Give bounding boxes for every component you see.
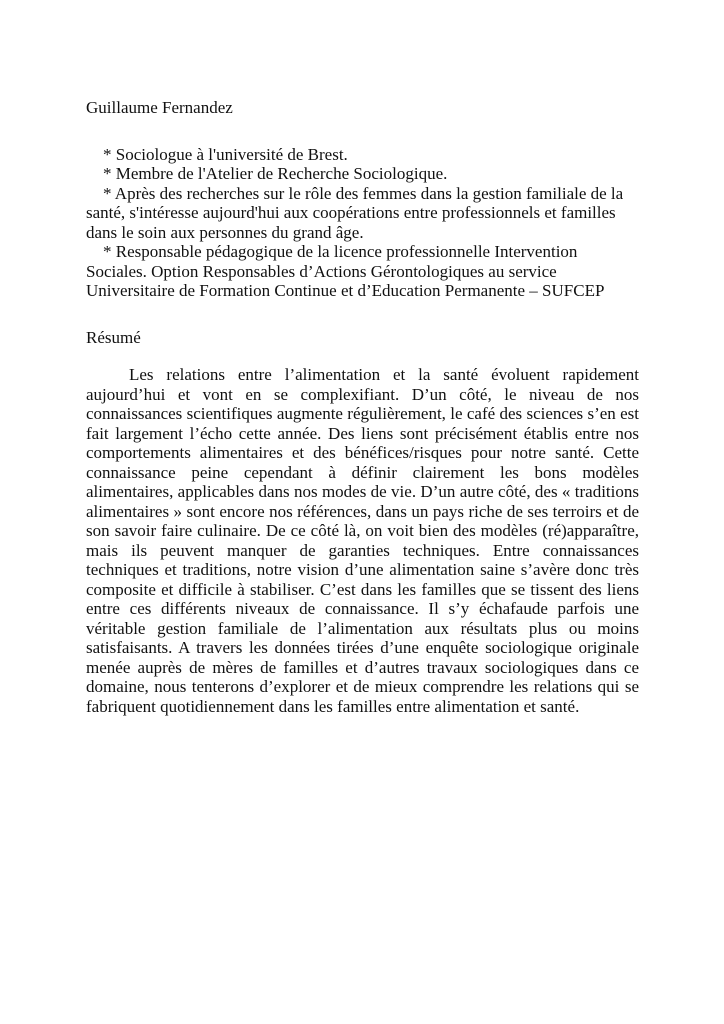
bio-item-research: * Après des recherches sur le rôle des femmes dans la gestion familiale de la santé, s'intéresse aujourd'hui aux coopérations entre professionnels et familles dans le soin aux personnes du grand âge. <box>86 183 624 242</box>
bio-item-membership: * Membre de l'Atelier de Recherche Sociologique. <box>103 164 448 183</box>
author-name: Guillaume Fernandez <box>86 98 233 117</box>
document-page <box>86 98 639 716</box>
author-bio <box>86 145 639 301</box>
bio-item-responsibility: * Responsable pédagogique de la licence professionnelle Intervention Sociales. Option Responsables d’Actions Gérontologiques au service Universitaire de Formation Continue et d’Education Permanente – SUFCEP <box>86 242 605 300</box>
resume-heading: Résumé <box>86 327 141 347</box>
abstract-paragraph: Les relations entre l’alimentation et la santé évoluent rapidement aujourd’hui et vont en se complexifiant. D’un côté, le niveau de nos connaissances scientifiques augmente régulièrement, le café des sciences s’en est fait largement l’écho cette année. Des liens sont précisément établis entre nos comportements alimentaires et des bénéfices/risques pour notre santé. Cette connaissance peine cependant à définir clairement les bons modèles alimentaires, applicables dans nos modes de vie. D’un autre côté, des « traditions alimentaires » sont encore nos références, dans un pays riche de ses terroirs et de son savoir faire culinaire. De ce côté là, on voit bien des modèles (ré)apparaître, mais ils peuvent manquer de garanties techniques. Entre connaissances techniques et traditions, notre vision d’une alimentation saine s’avère donc très composite et difficile à stabiliser. C’est dans les familles que se tissent des liens entre ces différents niveaux de connaissance. Il s’y échafaude parfois une véritable gestion familiale de l’alimentation aux résultats plus ou moins satisfaisants. A travers les données tirées d’une enquête sociologique originale menée auprès de mères de familles et d’autres travaux sociologiques dans ce domaine, nous tenterons d’explorer et de mieux comprendre les relations qui se fabriquent quotidiennement dans les familles entre alimentation et santé. <box>86 365 639 716</box>
bio-item-position: * Sociologue à l'université de Brest. <box>103 144 348 164</box>
